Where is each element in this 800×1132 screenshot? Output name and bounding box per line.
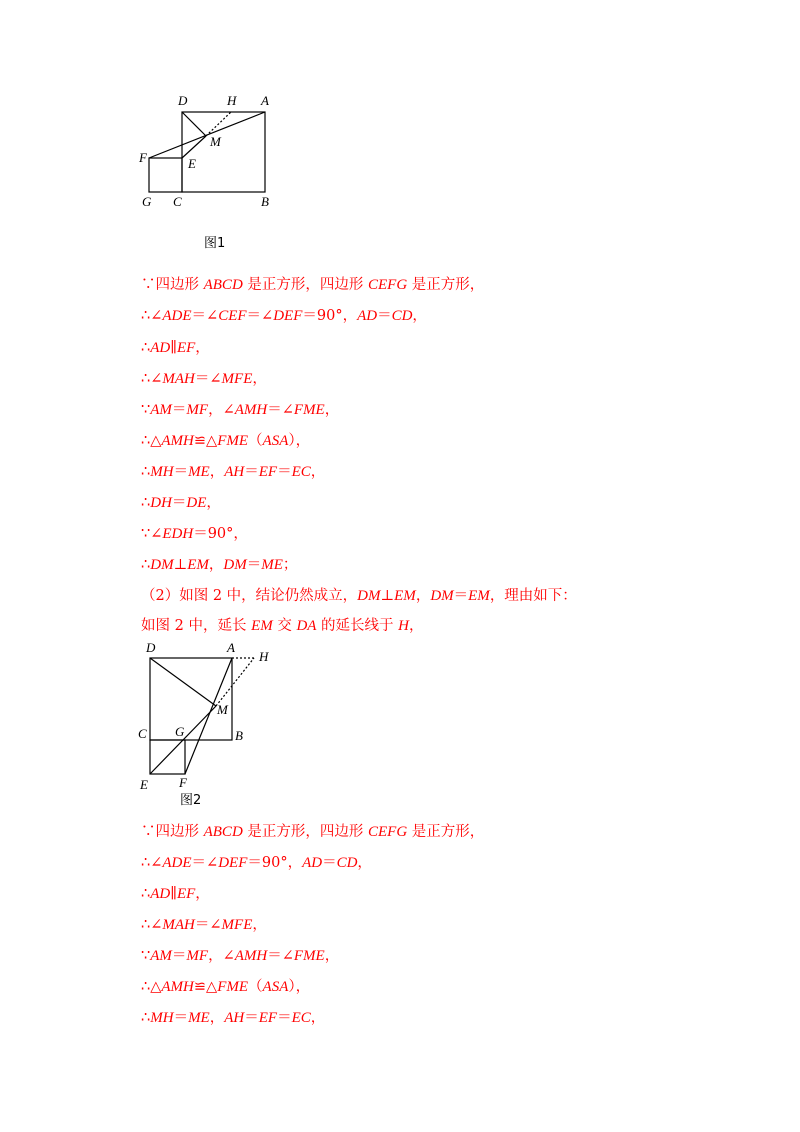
text-run: ， [357, 855, 372, 871]
square-cefg [149, 158, 182, 192]
text-run: ＝ [246, 557, 262, 573]
math-symbol: MFE [221, 371, 253, 387]
math-symbol: EC [291, 1010, 311, 1026]
math-symbol: DEF [218, 855, 248, 871]
text-run: 是正方形， [407, 277, 485, 293]
figure-1-caption: 图1 [204, 236, 226, 251]
math-symbol: ADE [162, 308, 192, 324]
text-run: ＝∠ [246, 308, 274, 324]
figure-1 [130, 90, 290, 215]
math-symbol: ABCD [203, 277, 243, 293]
math-symbol: EM [251, 618, 273, 634]
text-run: ＝ [173, 464, 189, 480]
math-symbol: MFE [221, 917, 253, 933]
text-run: ∴△ [141, 979, 162, 995]
proof-line-16 [141, 915, 267, 935]
math-symbol: MF [186, 402, 209, 418]
text-run: ∴ [141, 495, 151, 511]
proof-line-15 [141, 884, 210, 904]
text-run: ＝∠ [194, 371, 222, 387]
fig1-label-c: C [173, 194, 182, 209]
text-run: ，∠ [208, 402, 235, 418]
text-run: ＝∠ [267, 402, 294, 418]
figure-1-diagram [130, 90, 290, 215]
math-symbol: ASA [262, 979, 289, 995]
text-run: ， [208, 557, 224, 573]
text-run: ∥ [170, 886, 177, 902]
text-run: 交 [272, 618, 297, 634]
square-abcd [150, 658, 232, 740]
text-run: ≌△ [193, 433, 218, 449]
math-symbol: DEF [273, 308, 303, 324]
text-run: ； [282, 557, 298, 573]
math-symbol: MAH [162, 371, 195, 387]
text-run: （ [248, 433, 263, 449]
text-run: ， [195, 886, 210, 902]
text-run: ， [310, 464, 326, 480]
text-run: ∴∠ [141, 308, 163, 324]
math-symbol: EDH [162, 526, 194, 542]
fig2-label-d: D [146, 640, 156, 655]
math-symbol: MAH [162, 917, 195, 933]
math-symbol: AD [150, 340, 171, 356]
proof-line-18 [141, 977, 310, 997]
segment-dm [150, 658, 216, 706]
proof-line-9 [141, 524, 248, 544]
proof-line-10 [141, 555, 297, 575]
text-run: （ [248, 979, 263, 995]
math-symbol: CEF [218, 308, 247, 324]
text-run: ＝ [277, 1010, 292, 1026]
math-symbol: CEFG [368, 277, 408, 293]
figure-2-caption: 图2 [180, 793, 202, 808]
math-symbol: FME [217, 979, 249, 995]
text-run: ＝ [173, 1010, 189, 1026]
text-run: ＝∠ [191, 855, 219, 871]
math-symbol: AD [150, 886, 171, 902]
text-run: ＝ [244, 1010, 259, 1026]
text-run: 的延长线于 [316, 618, 399, 634]
text-run: ＝ [171, 948, 187, 964]
fig1-label-g: G [142, 194, 152, 209]
figure-2 [130, 638, 290, 798]
text-run: ， [409, 618, 424, 634]
math-symbol: DH [150, 495, 172, 511]
proof-line-7 [141, 462, 325, 482]
proof-line-12 [141, 616, 424, 636]
text-run: ， [324, 402, 340, 418]
math-symbol: MH [150, 1010, 174, 1026]
text-run: ＝ [322, 855, 337, 871]
math-symbol: DM [223, 557, 247, 573]
text-run: ∵ [141, 402, 151, 418]
proof-line-5 [141, 400, 339, 420]
text-run: ， [310, 1010, 326, 1026]
math-symbol: ME [188, 1010, 210, 1026]
proof-line-3 [141, 338, 210, 358]
text-run: ＝ [244, 464, 259, 480]
fig2-label-f: F [179, 775, 187, 790]
text-run: ＝ [377, 308, 392, 324]
text-run: ∵四边形 [141, 277, 204, 293]
text-run: 如图 2 中，延长 [141, 618, 252, 634]
fig2-label-b: B [235, 728, 243, 743]
math-symbol: FME [293, 402, 325, 418]
math-symbol: AD [302, 855, 323, 871]
text-run: ， [206, 495, 221, 511]
text-run: ＝ [453, 588, 469, 604]
text-run: ， [252, 371, 267, 387]
math-symbol: DE [186, 495, 207, 511]
proof-line-17 [141, 946, 339, 966]
fig1-label-f: F [139, 150, 147, 165]
text-run: ∴ [141, 464, 151, 480]
text-run: ＝90°， [302, 308, 358, 324]
math-symbol: ME [188, 464, 210, 480]
text-run: ⊥ [380, 588, 395, 604]
text-run: ∴∠ [141, 917, 163, 933]
text-run: ， [209, 1010, 225, 1026]
text-run: ∴∠ [141, 371, 163, 387]
text-run: ， [412, 308, 427, 324]
math-symbol: ASA [262, 433, 289, 449]
math-symbol: DA [296, 618, 317, 634]
math-symbol: CD [391, 308, 413, 324]
math-symbol: MF [186, 948, 209, 964]
text-run: ∴∠ [141, 855, 163, 871]
fig2-label-m: M [217, 702, 228, 717]
math-symbol: DM [430, 588, 454, 604]
text-run: ，理由如下： [489, 588, 577, 604]
text-run: ＝90°， [193, 526, 248, 542]
text-run: ⊥ [173, 557, 188, 573]
fig1-label-d: D [178, 93, 188, 108]
math-symbol: ABCD [203, 824, 243, 840]
math-symbol: AH [224, 1010, 245, 1026]
text-run: 是正方形，四边形 [242, 277, 368, 293]
math-symbol: EF [258, 464, 278, 480]
text-run: ，∠ [208, 948, 235, 964]
text-run: ， [209, 464, 225, 480]
math-symbol: EM [187, 557, 209, 573]
text-run: ∵ [141, 948, 151, 964]
math-symbol: MH [150, 464, 174, 480]
fig2-label-a: A [227, 640, 235, 655]
math-symbol: DM [357, 588, 381, 604]
proof-line-1 [141, 275, 484, 295]
text-run: ＝90°， [247, 855, 303, 871]
math-symbol: CEFG [368, 824, 408, 840]
math-symbol: FME [217, 433, 249, 449]
proof-line-11 [141, 586, 577, 606]
segment-me [182, 136, 206, 158]
text-run: 是正方形， [407, 824, 485, 840]
text-run: ＝∠ [267, 948, 294, 964]
math-symbol: ADE [162, 855, 192, 871]
figure-2-diagram [130, 638, 290, 798]
text-run: ）， [288, 433, 311, 449]
math-symbol: AM [150, 402, 172, 418]
text-run: ＝ [277, 464, 292, 480]
text-run: ∵∠ [141, 526, 163, 542]
math-symbol: EC [291, 464, 311, 480]
math-symbol: AM [150, 948, 172, 964]
math-symbol: DM [150, 557, 174, 573]
math-symbol: AD [357, 308, 378, 324]
text-run: ＝ [171, 495, 187, 511]
text-run: ＝ [171, 402, 187, 418]
proof-line-4 [141, 369, 267, 389]
text-run: ∴ [141, 340, 151, 356]
math-symbol: EF [258, 1010, 278, 1026]
math-symbol: EM [394, 588, 416, 604]
fig1-label-h: H [227, 93, 237, 108]
fig1-label-m: M [210, 134, 221, 149]
text-run: ∥ [170, 340, 177, 356]
segment-mh-dashed [206, 112, 231, 136]
text-run: ∵四边形 [141, 824, 204, 840]
math-symbol: ME [261, 557, 283, 573]
math-symbol: EF [176, 340, 196, 356]
fig1-label-b: B [261, 194, 269, 209]
math-symbol: AH [224, 464, 245, 480]
math-symbol: H [398, 618, 410, 634]
math-symbol: CD [336, 855, 358, 871]
text-run: ≌△ [193, 979, 218, 995]
fig1-label-e: E [188, 156, 196, 171]
text-run: ， [324, 948, 340, 964]
math-symbol: EM [468, 588, 490, 604]
proof-line-6 [141, 431, 310, 451]
text-run: 是正方形，四边形 [242, 824, 368, 840]
fig2-label-h: H [259, 649, 269, 664]
text-run: ∴ [141, 557, 151, 573]
text-run: ， [252, 917, 267, 933]
text-run: ＝∠ [191, 308, 219, 324]
math-symbol: FME [293, 948, 325, 964]
proof-line-8 [141, 493, 221, 513]
math-symbol: EF [176, 886, 196, 902]
proof-line-14 [141, 853, 372, 873]
math-symbol: AMH [161, 979, 194, 995]
proof-line-2 [141, 306, 427, 326]
proof-line-19 [141, 1008, 325, 1028]
math-symbol: AMH [234, 402, 268, 418]
math-symbol: AMH [234, 948, 268, 964]
text-run: ， [415, 588, 431, 604]
proof-line-13 [141, 822, 484, 842]
text-run: （2）如图 2 中，结论仍然成立， [141, 588, 358, 604]
segment-dm [182, 112, 206, 136]
text-run: ＝∠ [194, 917, 222, 933]
fig2-label-c: C [138, 726, 147, 741]
text-run: ∴△ [141, 433, 162, 449]
text-run: ∴ [141, 886, 151, 902]
fig1-label-a: A [261, 93, 269, 108]
math-symbol: AMH [161, 433, 194, 449]
fig2-label-g: G [175, 724, 185, 739]
text-run: ∴ [141, 1010, 151, 1026]
text-run: ）， [288, 979, 311, 995]
text-run: ， [195, 340, 210, 356]
fig2-label-e: E [140, 777, 148, 792]
